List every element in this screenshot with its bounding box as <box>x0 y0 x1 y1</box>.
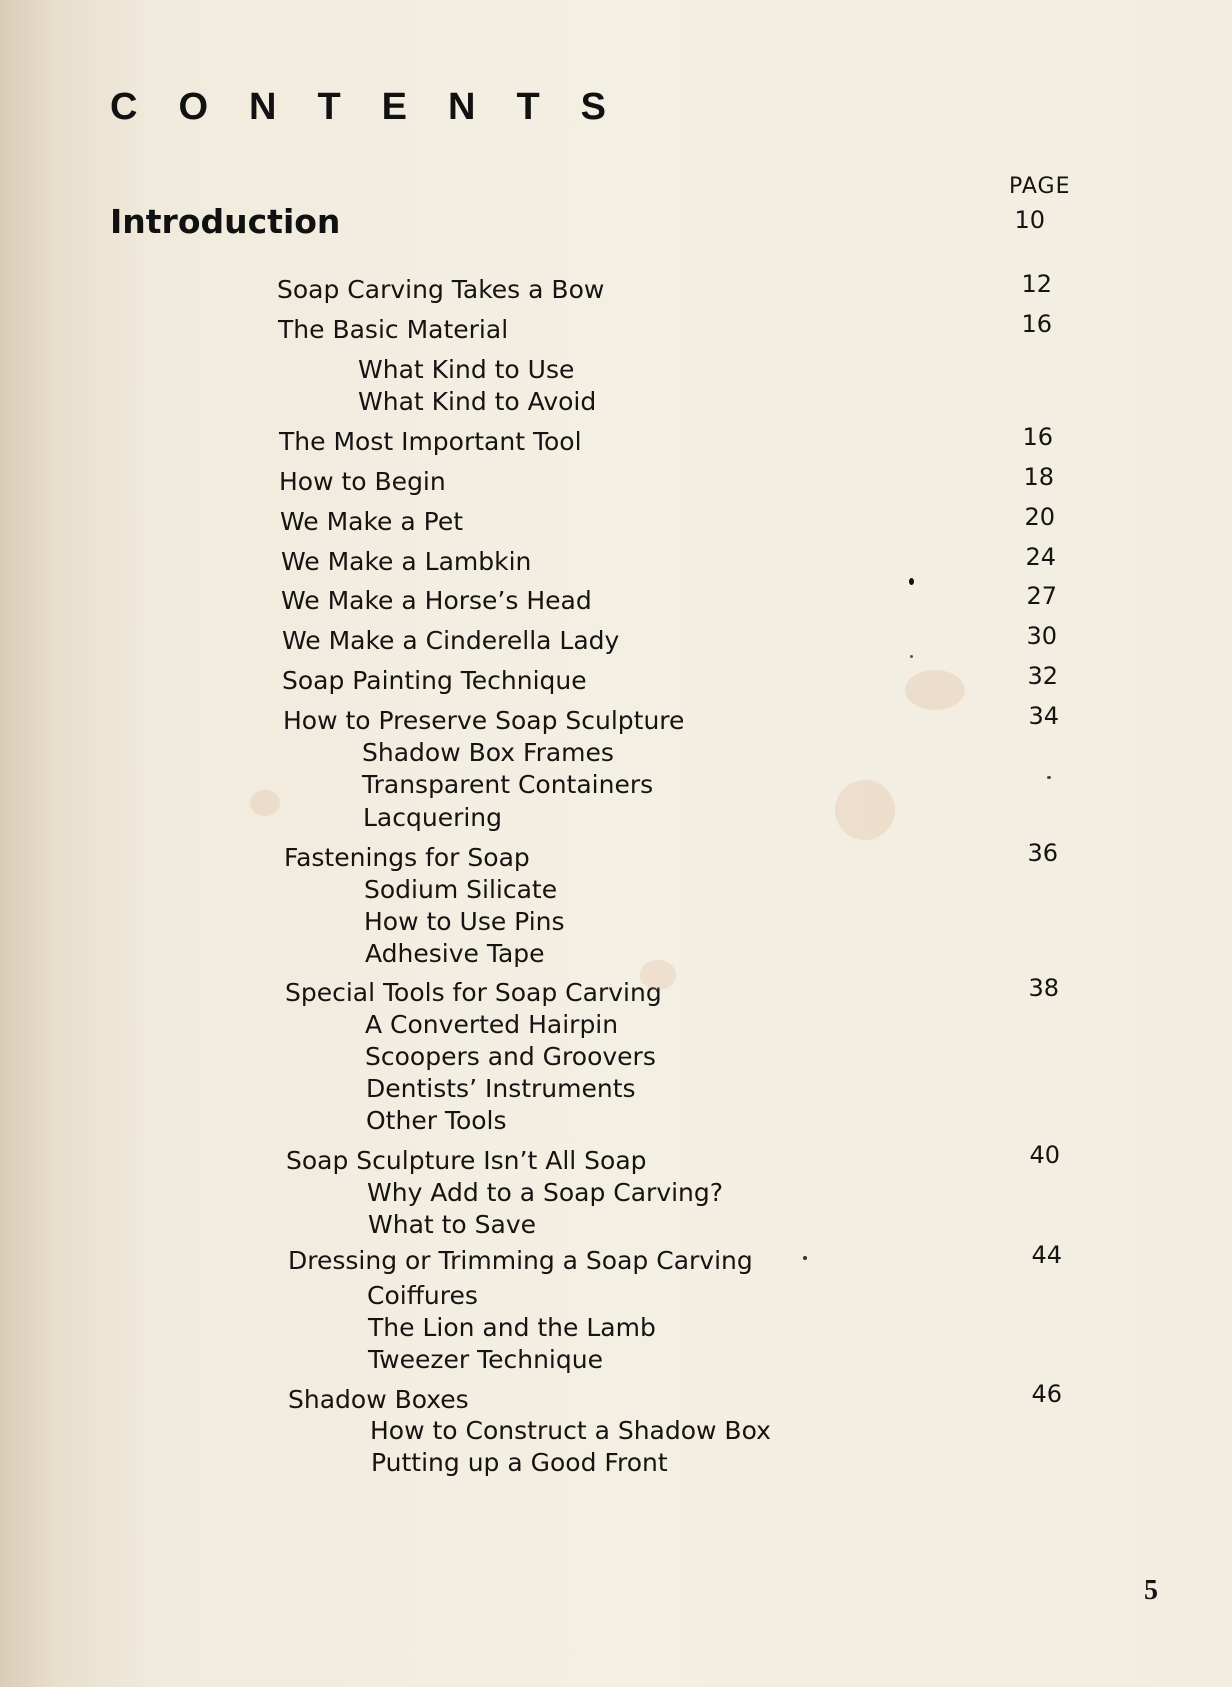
toc-subentry: Coiffures <box>367 1281 478 1310</box>
toc-subentry: Putting up a Good Front <box>371 1448 668 1477</box>
toc-subentry: The Lion and the Lamb <box>368 1313 656 1342</box>
toc-page-0: 12 <box>1021 270 1052 298</box>
toc-subentry: A Converted Hairpin <box>365 1010 619 1039</box>
toc-entry-13: Dressing or Trimming a Soap Carving <box>288 1246 753 1275</box>
toc-entry-6: We Make a Horse’s Head <box>281 586 592 615</box>
toc-page-10: 36 <box>1027 839 1058 867</box>
toc-introduction-page: 10 <box>1014 206 1045 234</box>
toc-entry-10: Fastenings for Soap <box>284 843 530 872</box>
toc-page-13: 44 <box>1031 1241 1062 1269</box>
toc-entry-3: How to Begin <box>279 467 446 496</box>
toc-entry-12: Soap Sculpture Isn’t All Soap <box>286 1146 647 1175</box>
toc-subentry: Lacquering <box>363 803 503 832</box>
toc-page-2: 16 <box>1022 423 1053 451</box>
toc-introduction-label: Introduction <box>110 202 341 241</box>
paper-speck <box>909 578 914 585</box>
toc-subentry: What Kind to Use <box>358 355 575 384</box>
toc-entry-0: Soap Carving Takes a Bow <box>277 275 605 304</box>
contents-title: CONTENTS <box>110 86 647 128</box>
toc-page-9: 34 <box>1028 702 1059 730</box>
toc-entry-8: Soap Painting Technique <box>282 666 587 695</box>
toc-page-6: 27 <box>1026 582 1057 610</box>
toc-entry-9: How to Preserve Soap Sculpture <box>283 706 685 735</box>
toc-page-8: 32 <box>1027 662 1058 690</box>
toc-entry-4: We Make a Pet <box>280 507 464 536</box>
page-number: 5 <box>1144 1575 1158 1606</box>
paper-speck <box>1047 776 1051 779</box>
toc-subentry: How to Construct a Shadow Box <box>370 1416 771 1445</box>
foxing-stain <box>250 790 280 816</box>
toc-subentry: What to Save <box>368 1210 537 1239</box>
toc-page-4: 20 <box>1024 503 1055 531</box>
toc-subentry: Other Tools <box>366 1106 507 1135</box>
foxing-stain <box>640 960 676 990</box>
toc-page-3: 18 <box>1023 463 1054 491</box>
toc-entry-5: We Make a Lambkin <box>281 547 532 576</box>
toc-subentry: Adhesive Tape <box>365 939 545 968</box>
toc-subentry: What Kind to Avoid <box>358 387 597 416</box>
page-column-header: PAGE <box>1009 174 1071 199</box>
toc-subentry: Dentists’ Instruments <box>366 1074 636 1103</box>
toc-subentry: Transparent Containers <box>362 770 654 799</box>
toc-subentry: Why Add to a Soap Carving? <box>367 1178 724 1207</box>
toc-page-7: 30 <box>1026 622 1057 650</box>
toc-page-14: 46 <box>1031 1380 1062 1408</box>
paper-speck <box>803 1256 807 1260</box>
toc-entry-1: The Basic Material <box>278 315 509 344</box>
toc-page-12: 40 <box>1029 1141 1060 1169</box>
toc-page-5: 24 <box>1025 543 1056 571</box>
toc-entry-11: Special Tools for Soap Carving <box>285 978 662 1007</box>
toc-page-11: 38 <box>1028 974 1059 1002</box>
toc-subentry: Shadow Box Frames <box>362 738 614 767</box>
foxing-stain <box>835 780 895 840</box>
toc-subentry: Scoopers and Groovers <box>365 1042 656 1071</box>
toc-subentry: Tweezer Technique <box>368 1345 603 1374</box>
paper-speck <box>910 655 913 658</box>
toc-subentry: Sodium Silicate <box>364 875 558 904</box>
toc-page-1: 16 <box>1021 310 1052 338</box>
toc-subentry: How to Use Pins <box>364 907 565 936</box>
toc-entry-2: The Most Important Tool <box>279 427 582 456</box>
toc-entry-14: Shadow Boxes <box>288 1385 469 1414</box>
foxing-stain <box>905 670 965 710</box>
toc-entry-7: We Make a Cinderella Lady <box>282 626 620 655</box>
